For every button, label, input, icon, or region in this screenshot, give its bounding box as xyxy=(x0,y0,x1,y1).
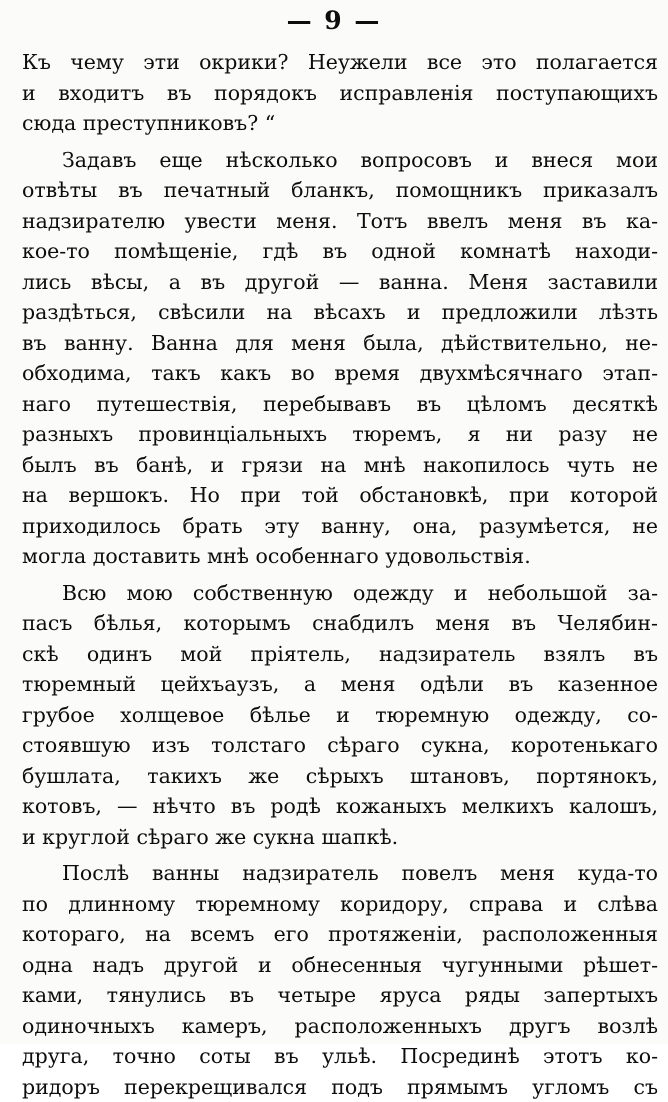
page-number: — 9 — xyxy=(0,4,668,38)
text-line: бушлата, такихъ же сѣрыхъ штановъ, портянокъ, xyxy=(22,761,658,792)
text-line: раздѣться, свѣсили на вѣсахъ и предложили лѣзть xyxy=(22,297,658,328)
text-line: котораго, на всемъ его протяженіи, расположенныя xyxy=(22,919,658,950)
text-line: котовъ, — нѣчто въ родѣ кожаныхъ мелкихъ калошъ, xyxy=(22,791,658,822)
text-line: сюда преступниковъ? “ xyxy=(22,108,658,139)
text-line: стоявшую изъ толстаго сѣраго сукна, коротенькаго xyxy=(22,730,658,761)
text-line: пасъ бѣлья, которымъ снабдилъ меня въ Челябин- xyxy=(22,608,658,639)
text-line: Къ чему эти окрики? Неужели все это полагается xyxy=(22,47,658,78)
text-line: ридоръ перекрещивался подъ прямымъ угломъ съ xyxy=(22,1072,658,1102)
text-line: скѣ одинъ мой пріятель, надзиратель взялъ въ xyxy=(22,639,658,670)
text-line: на вершокъ. Но при той обстановкѣ, при которой xyxy=(22,480,658,511)
paragraph-bath xyxy=(22,145,658,572)
text-line: наго путешествія, перебывавъ въ цѣломъ десяткѣ xyxy=(22,389,658,420)
text-line: по длинному тюремному коридору, справа и слѣва xyxy=(22,889,658,920)
page-body xyxy=(22,47,658,1102)
text-line: грубое холщевое бѣлье и тюремную одежду, со- xyxy=(22,700,658,731)
text-line: друга, точно соты въ ульѣ. Посрединѣ этотъ ко- xyxy=(22,1041,658,1072)
text-line: Задавъ еще нѣсколько вопросовъ и внеся мои xyxy=(22,145,658,176)
text-line: кое-то помѣщеніе, гдѣ въ одной комнатѣ находи- xyxy=(22,236,658,267)
paragraph-clothing xyxy=(22,578,658,853)
text-line: приходилось брать эту ванну, она, разумѣется, не xyxy=(22,511,658,542)
text-line: одна надъ другой и обнесенныя чугунными рѣшет- xyxy=(22,950,658,981)
text-line: въ ванну. Ванна для меня была, дѣйствительно, не- xyxy=(22,328,658,359)
text-line: Всю мою собственную одежду и небольшой за- xyxy=(22,578,658,609)
text-line: и круглой сѣраго же сукна шапкѣ. xyxy=(22,822,658,853)
text-line: лись вѣсы, а въ другой — ванна. Меня заставили xyxy=(22,267,658,298)
text-line: Послѣ ванны надзиратель повелъ меня куда-то xyxy=(22,858,658,889)
text-line: могла доставить мнѣ особеннаго удовольствія. xyxy=(22,541,658,572)
text-line: ками, тянулись въ четыре яруса ряды запертыхъ xyxy=(22,980,658,1011)
text-line: былъ въ банѣ, и грязи на мнѣ накопилось чуть не xyxy=(22,450,658,481)
text-line: обходима, такъ какъ во время двухмѣсячнаго этап- xyxy=(22,358,658,389)
paragraph-corridor xyxy=(22,858,658,1102)
text-line: разныхъ провинціальныхъ тюремъ, я ни разу не xyxy=(22,419,658,450)
text-line: тюремный цейхъаузъ, а меня одѣли въ казенное xyxy=(22,669,658,700)
text-line: одиночныхъ камеръ, расположенныхъ другъ возлѣ xyxy=(22,1011,658,1042)
text-line: и входитъ въ порядокъ исправленія поступающихъ xyxy=(22,78,658,109)
text-line: отвѣты въ печатный бланкъ, помощникъ приказалъ xyxy=(22,175,658,206)
paragraph-continuation xyxy=(22,47,658,139)
text-line: надзирателю увести меня. Тотъ ввелъ меня въ ка- xyxy=(22,206,658,237)
